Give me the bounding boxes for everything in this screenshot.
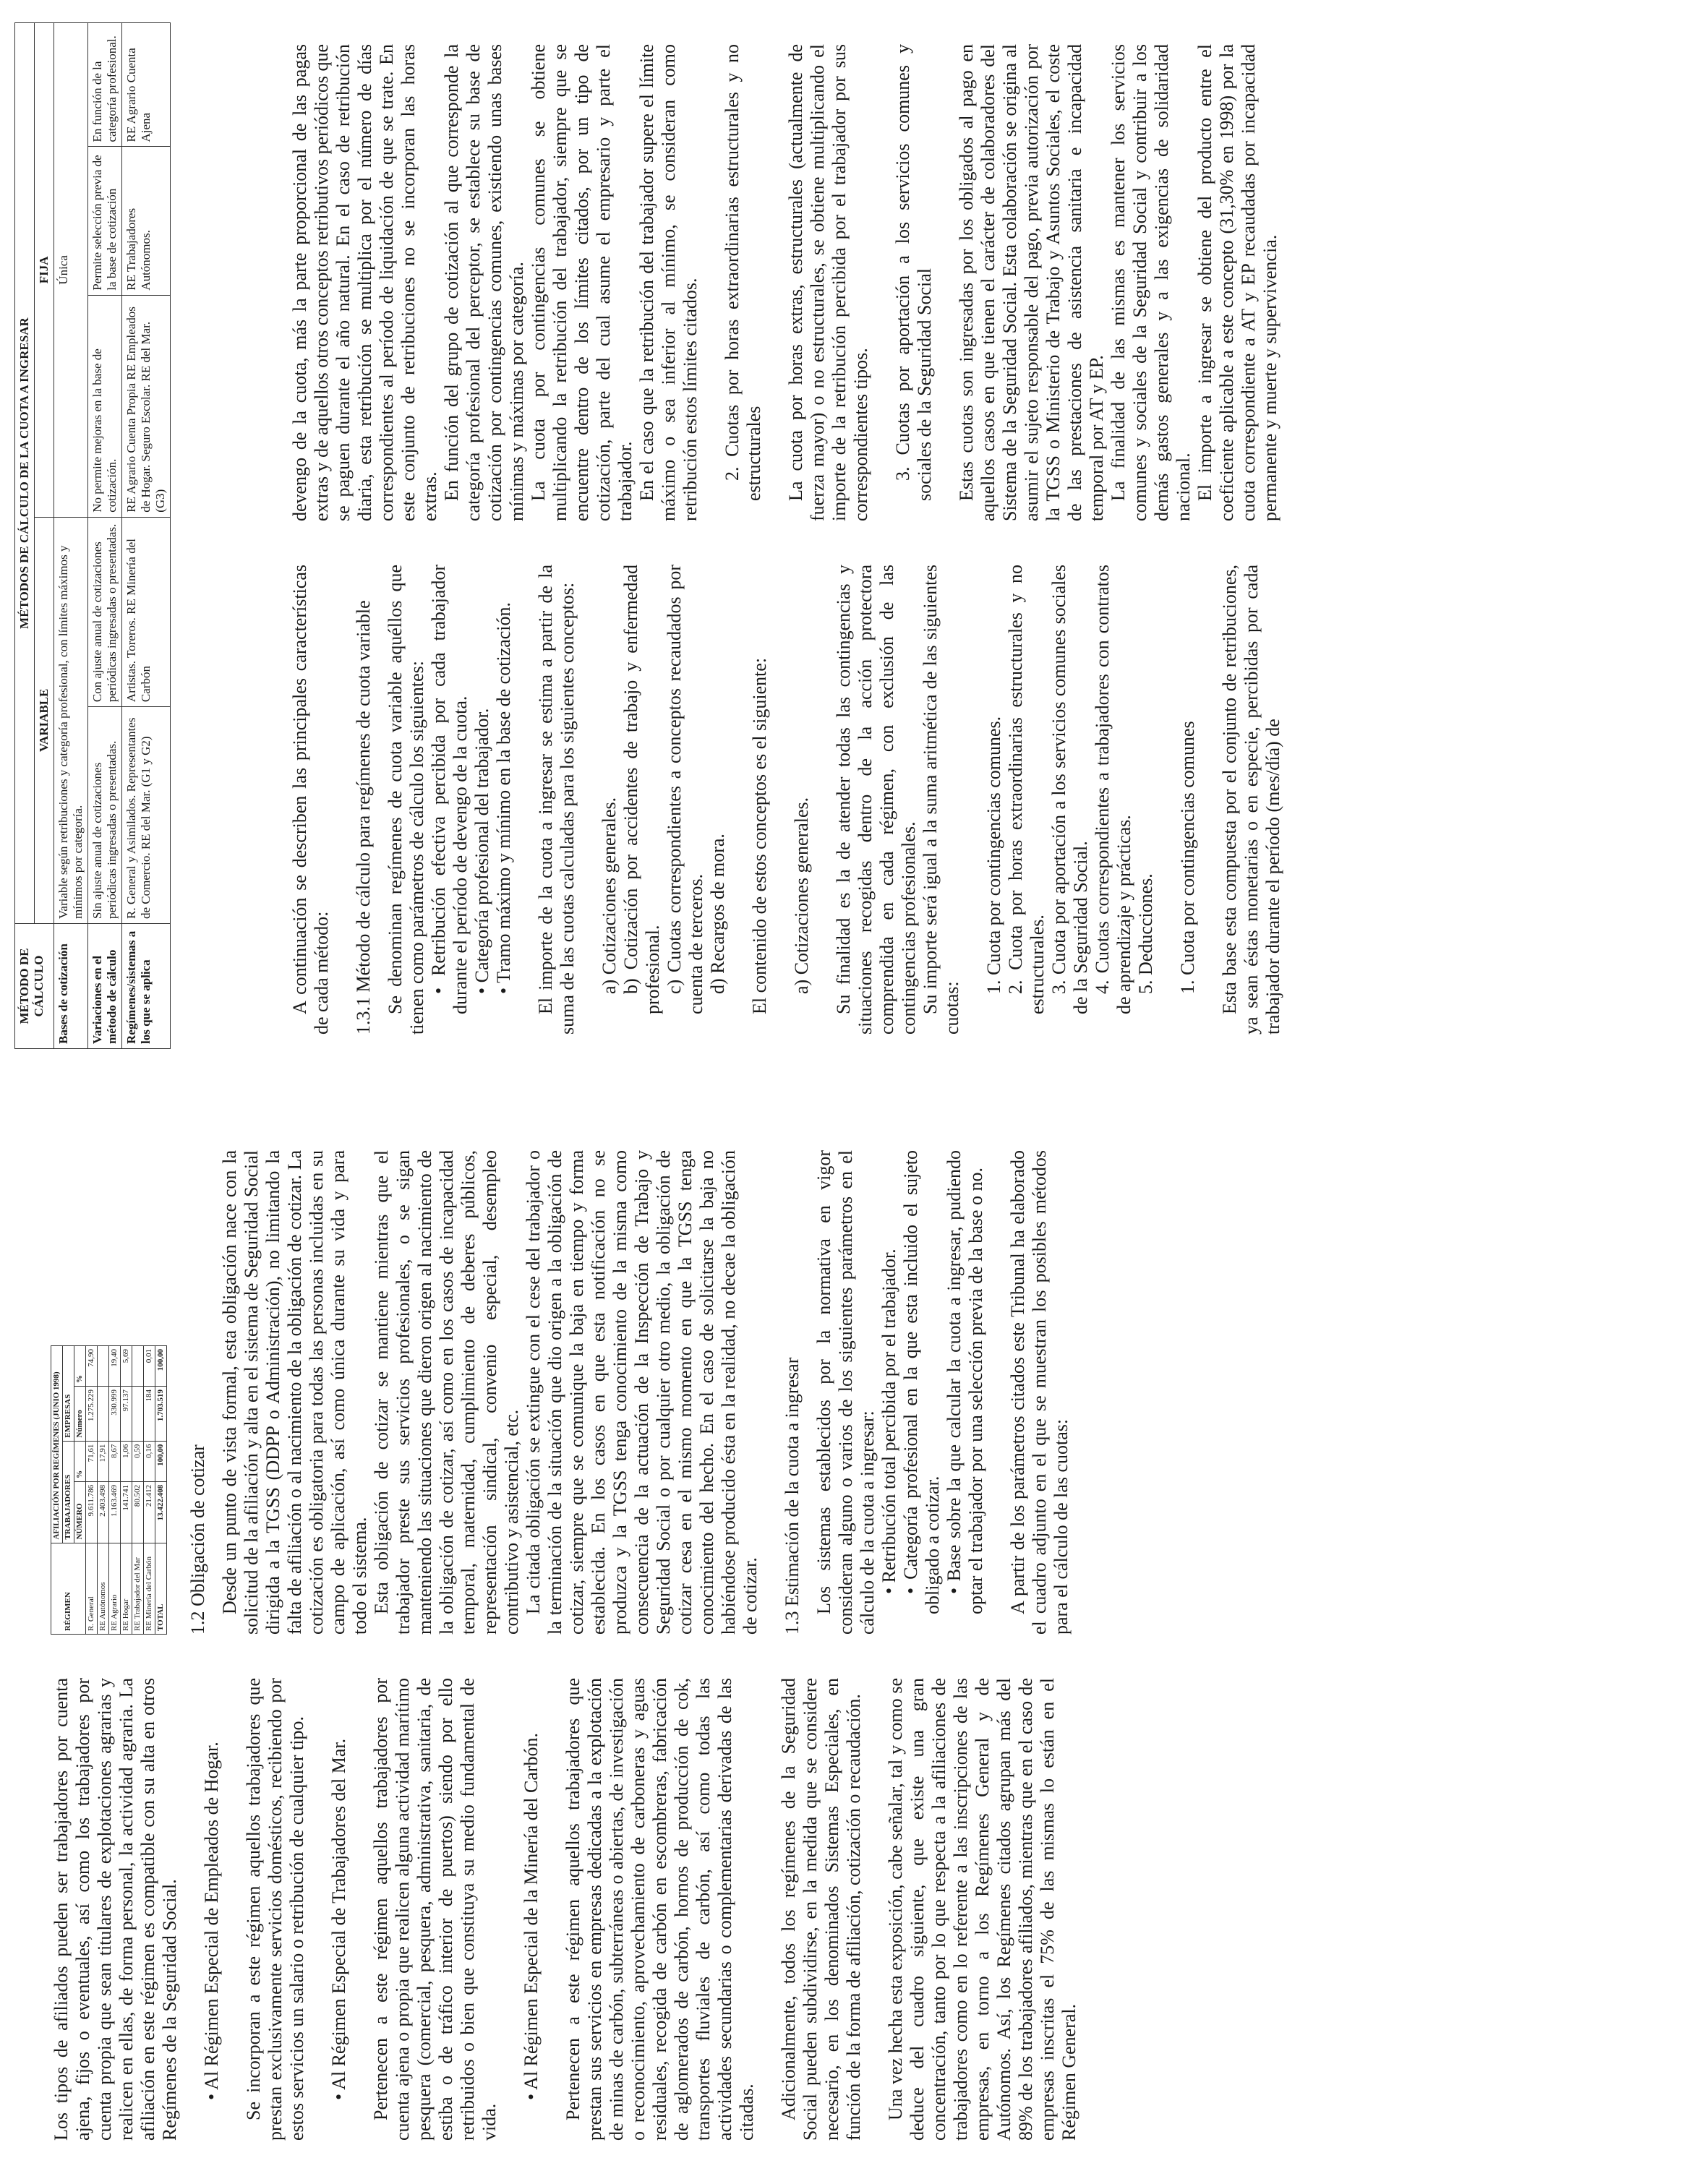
row-label: Variaciones en el método de cálculo bbox=[88, 924, 122, 1049]
cell: 141.741 bbox=[121, 1481, 132, 1543]
h-pct: % bbox=[74, 1441, 86, 1481]
row-label: Regímenes/sistemas a los que se aplica bbox=[122, 924, 171, 1049]
s13-paragraph-1: Los sistemas establecidos por la normativa en vigor consideran alguno o varios de los siguientes parámetros en el cálculo de la cuota a ingresar: bbox=[813, 1150, 878, 1635]
metodos-title: MÉTODOS DE CÁLCULO DE LA CUOTA A INGRESAR bbox=[15, 23, 35, 924]
mar-heading: • Al Régimen Especial de Trabajadores del Mar. bbox=[328, 1678, 350, 2141]
num-item-4: 4. Cuotas correspondientes a trabajadores con contratos de aprendizaje y prácticas. bbox=[1092, 565, 1134, 1014]
cell: 80.502 bbox=[132, 1481, 144, 1543]
metodos-table bbox=[14, 22, 171, 1049]
una-vez-paragraph: Una vez hecha esta exposición, cabe señalar, tal y como se deduce del cuadro siguiente, que existe una gran concentración, tanto por lo que respecta a la afiliaciones de trabajadores como en lo referente a las inscripciones de las empresas, en torno a los Regímenes General y de Autónomos. Así, los Regímenes citados agrupan más del 89% de los trabajadores afiliados, mientras que en el caso de empresas inscritas el 75% de las mismas lo están en el Régimen General. bbox=[885, 1678, 1079, 2141]
table-row bbox=[86, 1346, 98, 1635]
rc2-paragraph-8: El importe a ingresar se obtiene del producto entre el coeficiente aplicable a este concepto (31,30% en 1998) por la cuota correspondiente a AT y EP recaudadas por incapacidad permanente y muerte y supervivencia. bbox=[1194, 44, 1280, 521]
cell bbox=[98, 1346, 109, 1387]
h-metodo: MÉTODO DE CÁLCULO bbox=[15, 924, 54, 1049]
cell: 19,40 bbox=[109, 1346, 121, 1387]
rc1-paragraph-7: Esta base esta compuesta por el conjunto de retribuciones, ya sean éstas monetarias o en especie, percibidas por cada trabajador durante el período (mes/día) de bbox=[1219, 565, 1283, 1035]
cell: 100,00 bbox=[155, 1346, 167, 1387]
rc1-paragraph-6: Su importe será igual a la suma aritmética de las siguientes cuotas: bbox=[920, 565, 962, 1035]
s12-paragraph-1: Desde un punto de vista formal, esta obligación nace con la solicitud de la afiliación y alta en el sistema de Seguridad Social dirigida a la TGSS (DDPP o Administración), no limitando la falta de afiliación o al nacimiento de la obligación de cotizar. La cotización es obligatoria para todas las personas incluidas en su campo de aplicación, así como única durante su vida y para todo el sistema. bbox=[219, 1150, 370, 1635]
cell: 97.137 bbox=[121, 1387, 132, 1442]
cell: 1.275.229 bbox=[86, 1387, 98, 1442]
cell: 17,91 bbox=[98, 1441, 109, 1481]
cell: 184 bbox=[144, 1387, 155, 1442]
list-item-c: c) Cuotas correspondientes a conceptos recaudados por cuenta de terceros. bbox=[664, 565, 706, 1014]
h-trab: TRABAJADORES bbox=[63, 1441, 74, 1543]
rc1-paragraph-5: Su finalidad es la de atender todas las contingencias y situaciones recogidas dentro de la acción protectora comprendida en cada régimen, con exclusión de las contingencias profesionales. bbox=[833, 565, 919, 1035]
afiliacion-table bbox=[51, 1345, 167, 1635]
right-column-1 bbox=[289, 565, 1284, 1035]
h-fija: FIJA bbox=[35, 23, 54, 518]
cell: R. General y Asimilados. Representantes de Comercio. RE del Mar. (G1 y G2) bbox=[122, 707, 171, 924]
s12-paragraph-2: Esta obligación de cotizar se mantiene mientras que el trabajador preste sus servicios profesionales, o se sigan manteniendo las situaciones que dieron origen al nacimiento de la obligación de cotizar, así como en los casos de incapacidad temporal, maternidad, cumplimiento de deberes públicos, representación sindical, convenio especial, desempleo contributivo y asistencial, etc. bbox=[371, 1150, 522, 1635]
rc1-bullet-1: • Retribución efectiva percibida por cada trabajador durante el período de devengo de la cuota. bbox=[428, 565, 471, 1035]
num-item-1: 1. Cuota por contingencias comunes. bbox=[983, 716, 1004, 994]
rc2-paragraph-2: En función del grupo de cotización al que corresponde la categoría profesional del perceptor, se establece su base de cotización por contingencias comunes, existiendo unas bases mínimas y máximas por categoría. bbox=[441, 44, 527, 521]
table-row bbox=[132, 1346, 144, 1635]
sub-3-title: 3. Cuotas por aportación a los servicios comunes y sociales de la Seguridad Social bbox=[892, 44, 935, 501]
table-row-total bbox=[155, 1346, 167, 1635]
cell: RE Hogar bbox=[121, 1543, 132, 1634]
intro-paragraph: Los tipos de afiliados pueden ser trabajadores por cuenta ajena, fijos o eventuales, así como los trabajadores por cuenta propia que sean titulares de explotaciones agrarias y realicen en ellas, de forma personal, la actividad agraria. La afiliación en este régimen es compatible con su alta en otros Regímenes de la Seguridad Social. bbox=[51, 1678, 180, 2141]
table-row bbox=[122, 23, 171, 1049]
cell: 0,16 bbox=[144, 1441, 155, 1481]
cell: TOTAL bbox=[155, 1543, 167, 1634]
rc2-paragraph-6: Estas cuotas son ingresadas por los obligados al pago en aquellos casos en que tienen el carácter de colaboradores del Sistema de la Seguridad Social. Esta colaboración se origina al asumir el sujeto responsable del pago, previa autorización por la TGSS o Ministerio de Trabajo y Asuntos Sociales, el coste de las prestaciones de asistencia sanitaria e incapacidad temporal por AT y EP. bbox=[956, 44, 1107, 521]
num-item-2: 2. Cuota por horas extraordinarias estructurales y no estructurales. bbox=[1005, 565, 1048, 1014]
table-row bbox=[98, 1346, 109, 1635]
cell: 0,01 bbox=[144, 1346, 155, 1387]
cell: 1.703.519 bbox=[155, 1387, 167, 1442]
cell: 21.412 bbox=[144, 1481, 155, 1543]
left-column-a bbox=[51, 1678, 1080, 2141]
section-1-3-title: 1.3 Estimación de la cuota a ingresar bbox=[782, 1357, 803, 1635]
cell: 74,90 bbox=[86, 1346, 98, 1387]
section-1-3-1-title: 1.3.1 Método de cálculo para regímenes de cuota variable bbox=[353, 600, 374, 1035]
list-item-d: d) Recargos de mora. bbox=[707, 834, 728, 994]
list-item-b: b) Cotización por accidentes de trabajo y enfermedad profesional. bbox=[620, 565, 663, 1014]
cell: 1,06 bbox=[121, 1441, 132, 1481]
cell: Única bbox=[54, 23, 88, 518]
cell: RE Agrario Cuenta Propia RE Empleados de Hogar. Seguro Escolar. RE del Mar. (G3) bbox=[122, 295, 171, 517]
hogar-heading: • Al Régimen Especial de Empleados de Hogar. bbox=[201, 1678, 223, 2141]
cell: RE Autónomos bbox=[98, 1543, 109, 1634]
rc1-bullet-2: • Categoría profesional del trabajador. bbox=[471, 565, 493, 1035]
row-label: Bases de cotización bbox=[54, 924, 88, 1049]
cell: R. General bbox=[86, 1543, 98, 1634]
cell: Variable según retribuciones y categoría profesional, con límites máximos y mínimos por categoría. bbox=[54, 517, 88, 923]
cell: RE Agrario Cuenta Ajena bbox=[122, 23, 171, 147]
rc2-paragraph-7: La finalidad de las mismas es mantener los servicios comunes y sociales de la Seguridad Social y contribuir a los demás gastos generales y a las exigencias de solidaridad nacional. bbox=[1108, 44, 1194, 521]
cell: RE Minería del Carbón bbox=[144, 1543, 155, 1634]
sub-2-title: 2. Cuotas por horas extraordinarias estructurales y no estructurales bbox=[722, 44, 764, 501]
h-emp: EMPRESAS bbox=[63, 1346, 74, 1442]
section-1-2-title: 1.2 Obligación de cotizar bbox=[187, 1444, 208, 1635]
rc2-paragraph-1: devengo de la cuota, más la parte proporcional de las pagas extras y de aquellos otros conceptos retributivos periódicos que se paguen durante el año natural. En el caso de retribución diaria, esta retribución se multiplica por el número de días correspondientes al período de liquidación de que se trate. En este conjunto de retribuciones no se incorporan las horas extras. bbox=[289, 44, 440, 521]
num-item-5: 5. Deducciones. bbox=[1135, 873, 1156, 994]
h-regimen: RÉGIMEN bbox=[51, 1543, 86, 1634]
cell: 330.999 bbox=[109, 1387, 121, 1442]
mar-paragraph: Pertenecen a este régimen aquellos trabajadores por cuenta ajena o propia que realicen alguna actividad marítimo pesquera (comercial, pesquera, administrativa, sanitaria, de estiba o de tráfico interior de puertos) siendo por ello retribuidos o bien que constituya su medio fundamental de vida. bbox=[370, 1678, 500, 2141]
rc2-paragraph-3: La cuota por contingencias comunes se obtiene multiplicando la retribución del trabajador, siempre que se encuentre dentro de los límites citados, por un tipo de cotización, parte del cual asume el empresario y parte el trabajador. bbox=[528, 44, 636, 521]
s13-bullet-3: • Base sobre la que calcular la cuota a ingresar, pudiendo optar el trabajador por una selección previa de la base o no. bbox=[944, 1150, 987, 1635]
cell: RE Trabajadores Autónomos. bbox=[122, 147, 171, 295]
right-column-2 bbox=[289, 44, 1281, 521]
h-pct2: % bbox=[74, 1346, 86, 1387]
s13-bullet-1: • Retribución total percibida por el trabajador. bbox=[878, 1150, 900, 1635]
carbon-heading: • Al Régimen Especial de la Minería del Carbón. bbox=[521, 1678, 542, 2141]
sub-a-title: a) Cotizaciones generales. bbox=[791, 797, 812, 994]
hogar-paragraph: Se incorporan a este régimen aquellos trabajadores que prestan exclusivamente servicios domésticos, recibiendo por estos servicios un salario o retribución de cualquier tipo. bbox=[243, 1678, 307, 2141]
adicional-paragraph: Adicionalmente, todos los regímenes de la Seguridad Social pueden subdividirse, en la medida que se considere necesario, en los denominados Sistemas Especiales, en función de la forma de afiliación, cotización o recaudación. bbox=[778, 1678, 864, 2141]
metodos-table-wrap bbox=[14, 22, 171, 1049]
cell: 1.163.469 bbox=[109, 1481, 121, 1543]
cell: 2.403.498 bbox=[98, 1481, 109, 1543]
carbon-paragraph: Pertenecen a este régimen aquellos trabajadores que prestan sus servicios en empresas dedicadas a la explotación de minas de carbón, subterráneas o abiertas, de investigación o reconocimiento, aprovechamiento de carboneras y aguas residuales, recogida de carbón en escombreras, fabricación de aglomerados de carbón, hornos de producción de cok, transportes fluviales de carbón, así como todas las actividades secundarias o complementarias derivadas de las citadas. bbox=[563, 1678, 757, 2141]
h-variable: VARIABLE bbox=[35, 517, 54, 923]
s13-bullet-2: • Categoría profesional en la que esta incluido el sujeto obligado a cotizar. bbox=[900, 1150, 944, 1635]
rc2-paragraph-4: En el caso que la retribución del trabajador supere el límite máximo o sea inferior al mínimo, se consideran como retribución estos límites citados. bbox=[636, 44, 701, 521]
list-item-a: a) Cotizaciones generales. bbox=[599, 797, 620, 994]
rc2-paragraph-5: La cuota por horas extras, estructurales (actualmente de fuerza mayor) o no estructurales, se obtiene multiplicando el importe de la retribución percibida por el trabajador por sus correspondientes tipos. bbox=[785, 44, 871, 521]
left-column-b bbox=[51, 1150, 1072, 1635]
num-item-3: 3. Cuota por aportación a los servicios comunes sociales de la Seguridad Social. bbox=[1048, 565, 1091, 1014]
cell bbox=[132, 1346, 144, 1387]
h-numero2: Número bbox=[74, 1387, 86, 1442]
cell: 100,00 bbox=[155, 1441, 167, 1481]
rc1-bullet-3: • Tramo máximo y mínimo en la base de cotización. bbox=[493, 565, 515, 1035]
table-row bbox=[121, 1346, 132, 1635]
s13-paragraph-2: A partir de los parámetros citados este Tribunal ha elaborado el cuadro adjunto en el que se muestran los posibles métodos para el cálculo de las cuotas: bbox=[1007, 1150, 1072, 1635]
afiliacion-title: AFILIACIÓN POR REGÍMENES (JUNIO 1998) bbox=[51, 1346, 63, 1543]
cell: 0,59 bbox=[132, 1441, 144, 1481]
cell: RE Agrario bbox=[109, 1543, 121, 1634]
cell: 5,69 bbox=[121, 1346, 132, 1387]
cell: 71,61 bbox=[86, 1441, 98, 1481]
cell: 13.422.408 bbox=[155, 1481, 167, 1543]
rc1-paragraph-2: Se denominan regímenes de cuota variable aquéllos que tienen como parámetros de cálculo los siguientes: bbox=[385, 565, 427, 1035]
cell: Con ajuste anual de cotizaciones periódicas ingresadas o presentadas. bbox=[88, 517, 122, 706]
s12-paragraph-3: La citada obligación se extingue con el cese del trabajador o la terminación de la situación que dio origen a la obligación de cotizar, siempre que se comunique la baja en tiempo y forma establecida. En los casos en que esta notificación no se produzca y la TGSS tenga conocimiento de la misma como consecuencia de la actuación de la Inspección de Trabajo y Seguridad Social o por cualquier otro medio, la obligación de cotizar cesa en el mismo momento en que la TGSS tenga conocimiento del hecho. En el caso de solicitarse la baja no habiéndose producido ésta en la realidad, no decae la obligación de cotizar. bbox=[523, 1150, 761, 1635]
h-numero: NÚMERO bbox=[74, 1481, 86, 1543]
cell: 9.611.786 bbox=[86, 1481, 98, 1543]
cell bbox=[98, 1387, 109, 1442]
cell: Permite selección previa de la base de cotización bbox=[88, 147, 122, 295]
cell: 8,67 bbox=[109, 1441, 121, 1481]
rc1-paragraph-3: El importe de la cuota a ingresar se estima a partir de la suma de las cuotas calculadas para los siguientes conceptos: bbox=[535, 565, 578, 1035]
cell: RE Trabajador del Mar bbox=[132, 1543, 144, 1634]
table-row bbox=[54, 23, 88, 1049]
rc1-paragraph-1: A continuación se describen las principales características de cada método: bbox=[289, 565, 332, 1035]
cell bbox=[132, 1387, 144, 1442]
sub-1-title: 1. Cuota por contingencias comunes bbox=[1177, 721, 1198, 994]
cell: Sin ajuste anual de cotizaciones periódicas ingresadas o presentadas. bbox=[88, 707, 122, 924]
cell: En función de la categoría profesional. bbox=[88, 23, 122, 147]
rc1-paragraph-4: El contenido de estos conceptos es el siguiente: bbox=[749, 657, 770, 1014]
table-row bbox=[88, 23, 122, 1049]
cell: No permite mejoras en la base de cotización. bbox=[88, 295, 122, 517]
table-row bbox=[144, 1346, 155, 1635]
table-row bbox=[109, 1346, 121, 1635]
cell: Artistas. Toreros. RE Minería del Carbón bbox=[122, 517, 171, 706]
